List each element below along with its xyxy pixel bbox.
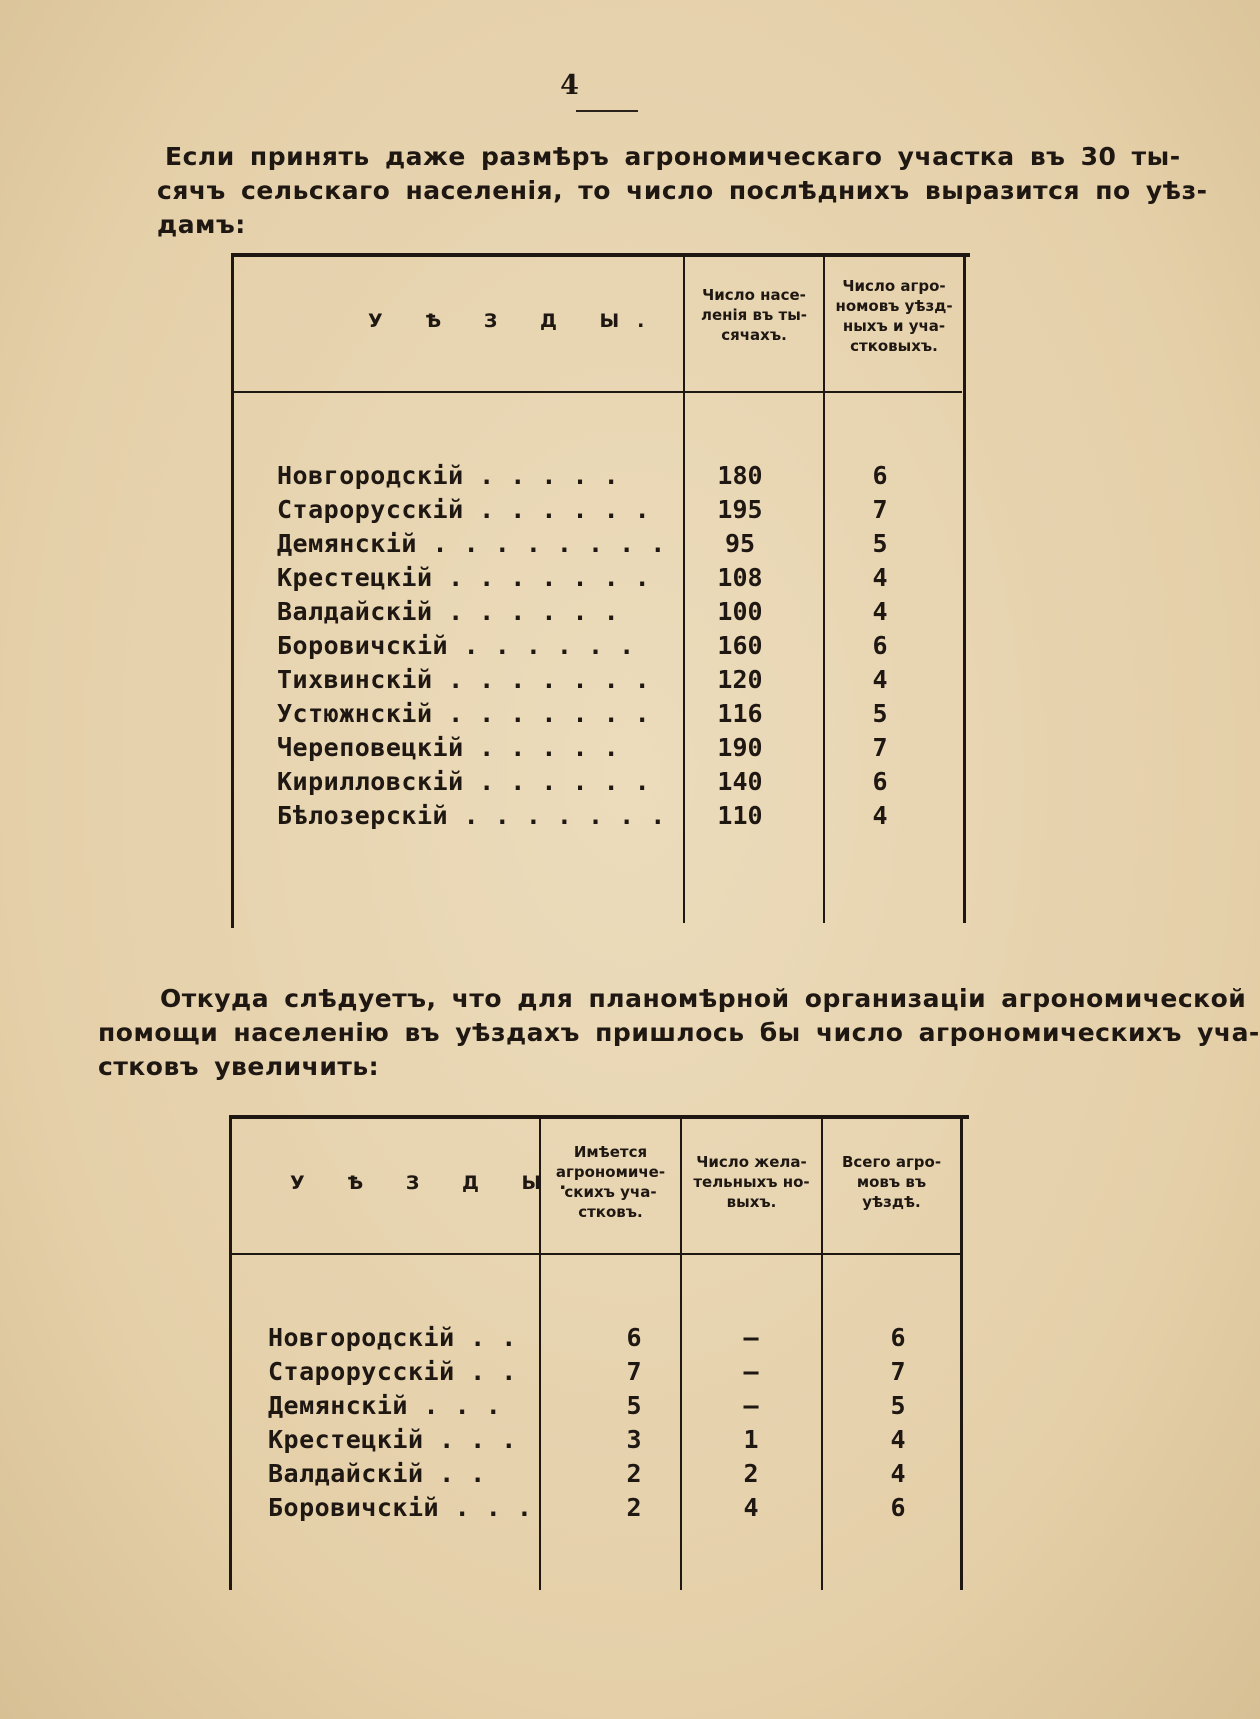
district-name: Устюжнскій . . . . . . . — [277, 699, 651, 728]
header-line: Число насе- — [702, 286, 806, 304]
population-value: 195 — [717, 495, 763, 524]
population-value: 116 — [717, 699, 763, 728]
header-line: сячахъ. — [721, 326, 787, 344]
agronomists-value: 4 — [872, 563, 888, 592]
district-name: Бѣлозерскій . . . . . . . — [277, 801, 666, 830]
table-top-rule — [232, 253, 970, 257]
header-line: агрономиче- — [555, 1163, 666, 1181]
district-name: Кирилловскій . . . . . . — [277, 767, 651, 796]
table-column-divider — [680, 1118, 682, 1590]
paragraph-intro — [157, 140, 1208, 242]
table-right-border — [960, 1118, 963, 1590]
agronomists-value: 7 — [872, 733, 888, 762]
desired-value: 2 — [743, 1459, 759, 1488]
total-value: 7 — [890, 1357, 906, 1386]
district-name: Валдайскій . . — [268, 1459, 486, 1488]
population-value: 100 — [717, 597, 763, 626]
existing-value: 2 — [626, 1493, 642, 1522]
district-name: Валдайскій . . . . . . — [277, 597, 620, 626]
agronomists-value: 6 — [872, 767, 888, 796]
table-column-divider — [683, 253, 685, 923]
district-name: Старорусскій . . . . . . — [277, 495, 651, 524]
table-top-rule — [229, 1115, 969, 1119]
paragraph-line: дамъ: — [157, 210, 246, 239]
header-line: Всего агро- — [841, 1153, 942, 1171]
header-total-agronomists — [824, 1152, 959, 1212]
desired-value: 4 — [743, 1493, 759, 1522]
header-population — [686, 285, 822, 345]
header-existing-plots — [542, 1142, 679, 1222]
paragraph-line: Откуда слѣдуетъ, что для планомѣрной организаціи агрономической — [160, 984, 1247, 1013]
page-number-rule — [576, 110, 638, 112]
header-district: У Ѣ З Д Ы. — [368, 310, 663, 332]
agronomists-value: 6 — [872, 461, 888, 490]
agronomists-value: 4 — [872, 665, 888, 694]
population-value: 190 — [717, 733, 763, 762]
total-value: 6 — [890, 1493, 906, 1522]
agronomists-value: 5 — [872, 529, 888, 558]
header-line: стковыхъ. — [850, 337, 938, 355]
table-header-rule — [234, 391, 962, 393]
paragraph-line: стковъ увеличить: — [98, 1052, 380, 1081]
table-header-rule — [231, 1253, 960, 1255]
district-name: Череповецкій . . . . . — [277, 733, 620, 762]
agronomists-value: 4 — [872, 597, 888, 626]
population-value: 140 — [717, 767, 763, 796]
header-line: мовъ въ — [856, 1173, 927, 1191]
paragraph-line: помощи населенію въ уѣздахъ пришлось бы число агрономическихъ уча- — [98, 1018, 1260, 1047]
paragraph-line: Если принять даже размѣръ агрономическаго участка въ 30 ты- — [165, 142, 1181, 171]
table-column-divider — [821, 1118, 823, 1590]
header-line: ленія въ ты- — [701, 306, 807, 324]
population-value: 180 — [717, 461, 763, 490]
header-line: ныхъ и уча- — [842, 317, 946, 335]
total-value: 4 — [890, 1459, 906, 1488]
header-line: выхъ. — [726, 1193, 777, 1211]
paragraph-line: сячъ сельскаго населенія, то число послѣднихъ выразится по уѣз- — [157, 176, 1208, 205]
district-name: Новгородскій . . — [268, 1323, 517, 1352]
header-district: У Ѣ З Д Ы. — [290, 1172, 585, 1194]
existing-value: 7 — [626, 1357, 642, 1386]
agronomists-value: 7 — [872, 495, 888, 524]
desired-value: 1 — [743, 1425, 759, 1454]
total-value: 4 — [890, 1425, 906, 1454]
district-name: Новгородскій . . . . . — [277, 461, 620, 490]
population-value: 160 — [717, 631, 763, 660]
header-line: Число жела- — [696, 1153, 807, 1171]
agronomists-value: 5 — [872, 699, 888, 728]
existing-value: 5 — [626, 1391, 642, 1420]
header-line: Имѣется — [573, 1143, 648, 1161]
header-line: стковъ. — [578, 1203, 643, 1221]
table-left-border — [229, 1115, 232, 1590]
total-value: 6 — [890, 1323, 906, 1352]
existing-value: 3 — [626, 1425, 642, 1454]
district-name: Старорусскій . . — [268, 1357, 517, 1386]
table-right-border — [963, 253, 966, 923]
desired-value: — — [743, 1323, 759, 1352]
district-name: Крестецкій . . . . . . . — [277, 563, 651, 592]
population-value: 95 — [724, 529, 756, 558]
header-desired-new — [683, 1152, 820, 1212]
header-line: номовъ уѣзд- — [835, 297, 953, 315]
existing-value: 2 — [626, 1459, 642, 1488]
table-left-border — [231, 253, 234, 928]
page-number: 4 — [560, 70, 579, 101]
header-line: скихъ уча- — [564, 1183, 657, 1201]
agronomists-value: 6 — [872, 631, 888, 660]
header-line: тельныхъ но- — [693, 1173, 810, 1191]
total-value: 5 — [890, 1391, 906, 1420]
district-name: Тихвинскій . . . . . . . — [277, 665, 651, 694]
header-line: Число агро- — [842, 277, 946, 295]
district-name: Боровичскій . . . — [268, 1493, 533, 1522]
table-column-divider — [823, 253, 825, 923]
desired-value: — — [743, 1391, 759, 1420]
population-value: 120 — [717, 665, 763, 694]
district-name: Боровичскій . . . . . . — [277, 631, 635, 660]
district-name: Демянскій . . . . . . . . — [277, 529, 666, 558]
population-value: 108 — [717, 563, 763, 592]
district-name: Демянскій . . . — [268, 1391, 502, 1420]
header-line: уѣздѣ. — [862, 1193, 921, 1211]
header-agronomists — [826, 276, 962, 356]
existing-value: 6 — [626, 1323, 642, 1352]
population-value: 110 — [717, 801, 763, 830]
agronomists-value: 4 — [872, 801, 888, 830]
desired-value: — — [743, 1357, 759, 1386]
paragraph-conclusion — [98, 982, 1260, 1084]
district-name: Крестецкій . . . — [268, 1425, 517, 1454]
